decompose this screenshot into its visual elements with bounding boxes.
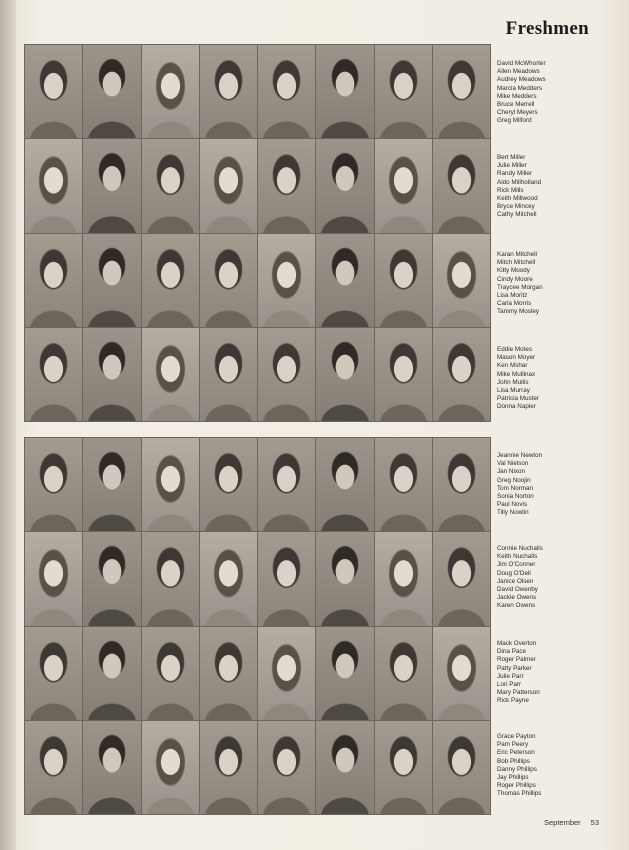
student-name: Julie Parr — [497, 672, 524, 680]
student-portrait — [258, 234, 315, 327]
student-name: Bob Phillips — [497, 757, 530, 765]
student-name: Julie Miller — [497, 162, 527, 170]
student-portrait — [142, 45, 199, 138]
student-name: Mary Patterson — [497, 689, 540, 697]
student-name: Allen Meadows — [497, 68, 540, 76]
student-portrait — [258, 139, 315, 232]
student-name: Tammy Mosley — [497, 308, 539, 316]
student-portrait — [258, 328, 315, 421]
student-portrait — [25, 627, 82, 720]
student-name: Patty Parker — [497, 664, 532, 672]
student-name: Patricia Muster — [497, 395, 539, 403]
student-name: Audrey Meadows — [497, 76, 546, 84]
student-portrait — [316, 234, 373, 327]
name-list-row-2 — [497, 154, 597, 220]
student-portrait — [142, 139, 199, 232]
student-name: Greg Noojin — [497, 476, 531, 484]
name-list-row-4 — [497, 346, 597, 412]
student-name: Mack Overton — [497, 640, 537, 647]
student-name: Grace Payton — [497, 733, 536, 740]
student-name: Val Nielson — [497, 460, 529, 468]
student-portrait — [200, 139, 257, 232]
student-portrait — [200, 45, 257, 138]
student-portrait — [316, 45, 373, 138]
student-name: Pam Peery — [497, 741, 529, 749]
student-name: Mason Moyer — [497, 354, 536, 362]
student-portrait — [258, 45, 315, 138]
student-portrait — [25, 438, 82, 531]
student-portrait — [375, 234, 432, 327]
student-name: Rick Payne — [497, 697, 529, 705]
student-portrait — [433, 721, 490, 814]
student-name: Aldo Millholland — [497, 178, 542, 186]
student-name: Ken Mshar — [497, 362, 528, 370]
student-portrait — [316, 627, 373, 720]
student-portrait — [83, 234, 140, 327]
student-name: Jan Nixon — [497, 468, 526, 476]
student-portrait — [200, 721, 257, 814]
student-portrait — [433, 438, 490, 531]
student-name: Connie Nuchalls — [497, 545, 543, 552]
name-list-row-1 — [497, 60, 597, 126]
student-name: Roger Palmer — [497, 656, 536, 664]
student-name: Carla Morris — [497, 300, 532, 308]
name-list-row-5 — [497, 452, 597, 518]
student-name: Lisa Moritz — [497, 292, 528, 300]
student-name: Jackie Owens — [497, 594, 537, 602]
student-portrait — [433, 139, 490, 232]
student-portrait — [433, 532, 490, 625]
student-name: Keith Nuchalls — [497, 553, 538, 561]
student-portrait — [200, 234, 257, 327]
student-name: Paul Novis — [497, 501, 528, 509]
student-portrait — [83, 627, 140, 720]
student-portrait — [316, 328, 373, 421]
student-portrait — [25, 532, 82, 625]
student-name: Donna Napier — [497, 403, 536, 411]
student-portrait — [83, 438, 140, 531]
student-portrait — [316, 721, 373, 814]
name-list-row-6 — [497, 545, 597, 611]
student-name: Dina Pace — [497, 648, 527, 656]
student-portrait — [258, 532, 315, 625]
student-name: Karen Owens — [497, 602, 536, 610]
student-name: Cheryl Meyers — [497, 109, 538, 117]
student-name: Jay Phillips — [497, 774, 529, 782]
student-portrait — [316, 532, 373, 625]
student-name: Eric Peterson — [497, 749, 535, 757]
photo-grid-top — [24, 44, 491, 422]
student-portrait — [83, 45, 140, 138]
student-portrait — [433, 45, 490, 138]
student-portrait — [375, 438, 432, 531]
student-portrait — [142, 328, 199, 421]
student-name: David McWhorter — [497, 60, 546, 67]
student-name: Mike Mullinax — [497, 370, 536, 378]
student-name: Cathy Mitchell — [497, 211, 537, 219]
student-portrait — [375, 721, 432, 814]
name-list-row-3 — [497, 251, 597, 317]
student-portrait — [25, 139, 82, 232]
student-name: David Owenby — [497, 586, 538, 594]
student-portrait — [142, 721, 199, 814]
student-portrait — [200, 328, 257, 421]
page-heading: Freshmen — [505, 18, 589, 39]
student-name: Eddie Motes — [497, 346, 533, 353]
student-name: Thomas Phillips — [497, 790, 542, 798]
student-portrait — [25, 328, 82, 421]
student-name: Mitch Mitchell — [497, 259, 536, 267]
student-portrait — [83, 721, 140, 814]
student-name: Bruce Merrell — [497, 101, 535, 109]
student-name: Karan Mitchell — [497, 251, 537, 258]
student-portrait — [433, 234, 490, 327]
footer-section: September — [543, 818, 581, 827]
student-name: Randy Miller — [497, 170, 532, 178]
page-footer — [534, 818, 599, 827]
student-name: Lori Parr — [497, 681, 522, 689]
student-name: Doug O'Dell — [497, 569, 531, 577]
student-name: Roger Phillips — [497, 782, 536, 790]
student-portrait — [375, 45, 432, 138]
student-name: Tom Norman — [497, 484, 534, 492]
student-portrait — [258, 721, 315, 814]
student-name: Jim O'Conner — [497, 561, 536, 569]
student-name: Mike Medders — [497, 92, 537, 100]
photo-grid-bottom — [24, 437, 491, 815]
student-portrait — [83, 139, 140, 232]
student-name: Danny Phillips — [497, 765, 537, 773]
student-portrait — [200, 627, 257, 720]
student-portrait — [316, 438, 373, 531]
student-name: Tilly Nowlin — [497, 509, 529, 517]
name-list-row-7 — [497, 640, 597, 706]
student-portrait — [25, 234, 82, 327]
student-name: Rick Mills — [497, 186, 524, 194]
page-number: 53 — [590, 818, 599, 827]
student-name: Sonia Norton — [497, 493, 534, 501]
student-portrait — [433, 627, 490, 720]
student-portrait — [83, 328, 140, 421]
student-name: Jeannie Newton — [497, 452, 543, 459]
student-name: Keith Millwood — [497, 195, 538, 203]
student-name: Bryce Mincey — [497, 203, 535, 211]
student-portrait — [375, 627, 432, 720]
student-name: Greg Milford — [497, 117, 532, 125]
student-name: Traycee Morgan — [497, 283, 543, 291]
student-portrait — [375, 328, 432, 421]
student-portrait — [433, 328, 490, 421]
name-list-row-8 — [497, 733, 597, 799]
student-portrait — [142, 532, 199, 625]
student-name: Cindy Moore — [497, 275, 533, 283]
student-portrait — [25, 721, 82, 814]
student-name: Bert Miller — [497, 154, 526, 161]
student-portrait — [375, 139, 432, 232]
student-portrait — [200, 438, 257, 531]
student-name: Kitty Moody — [497, 267, 530, 275]
student-portrait — [200, 532, 257, 625]
student-portrait — [142, 627, 199, 720]
student-portrait — [316, 139, 373, 232]
student-name: Janice Olsen — [497, 577, 534, 585]
student-portrait — [258, 627, 315, 720]
student-portrait — [142, 234, 199, 327]
student-name: Marcia Medders — [497, 84, 543, 92]
student-portrait — [142, 438, 199, 531]
student-portrait — [25, 45, 82, 138]
student-portrait — [375, 532, 432, 625]
student-portrait — [258, 438, 315, 531]
page-spine-shadow — [0, 0, 16, 850]
student-name: Lisa Murray — [497, 387, 530, 395]
student-portrait — [83, 532, 140, 625]
student-name: John Mullis — [497, 378, 529, 386]
